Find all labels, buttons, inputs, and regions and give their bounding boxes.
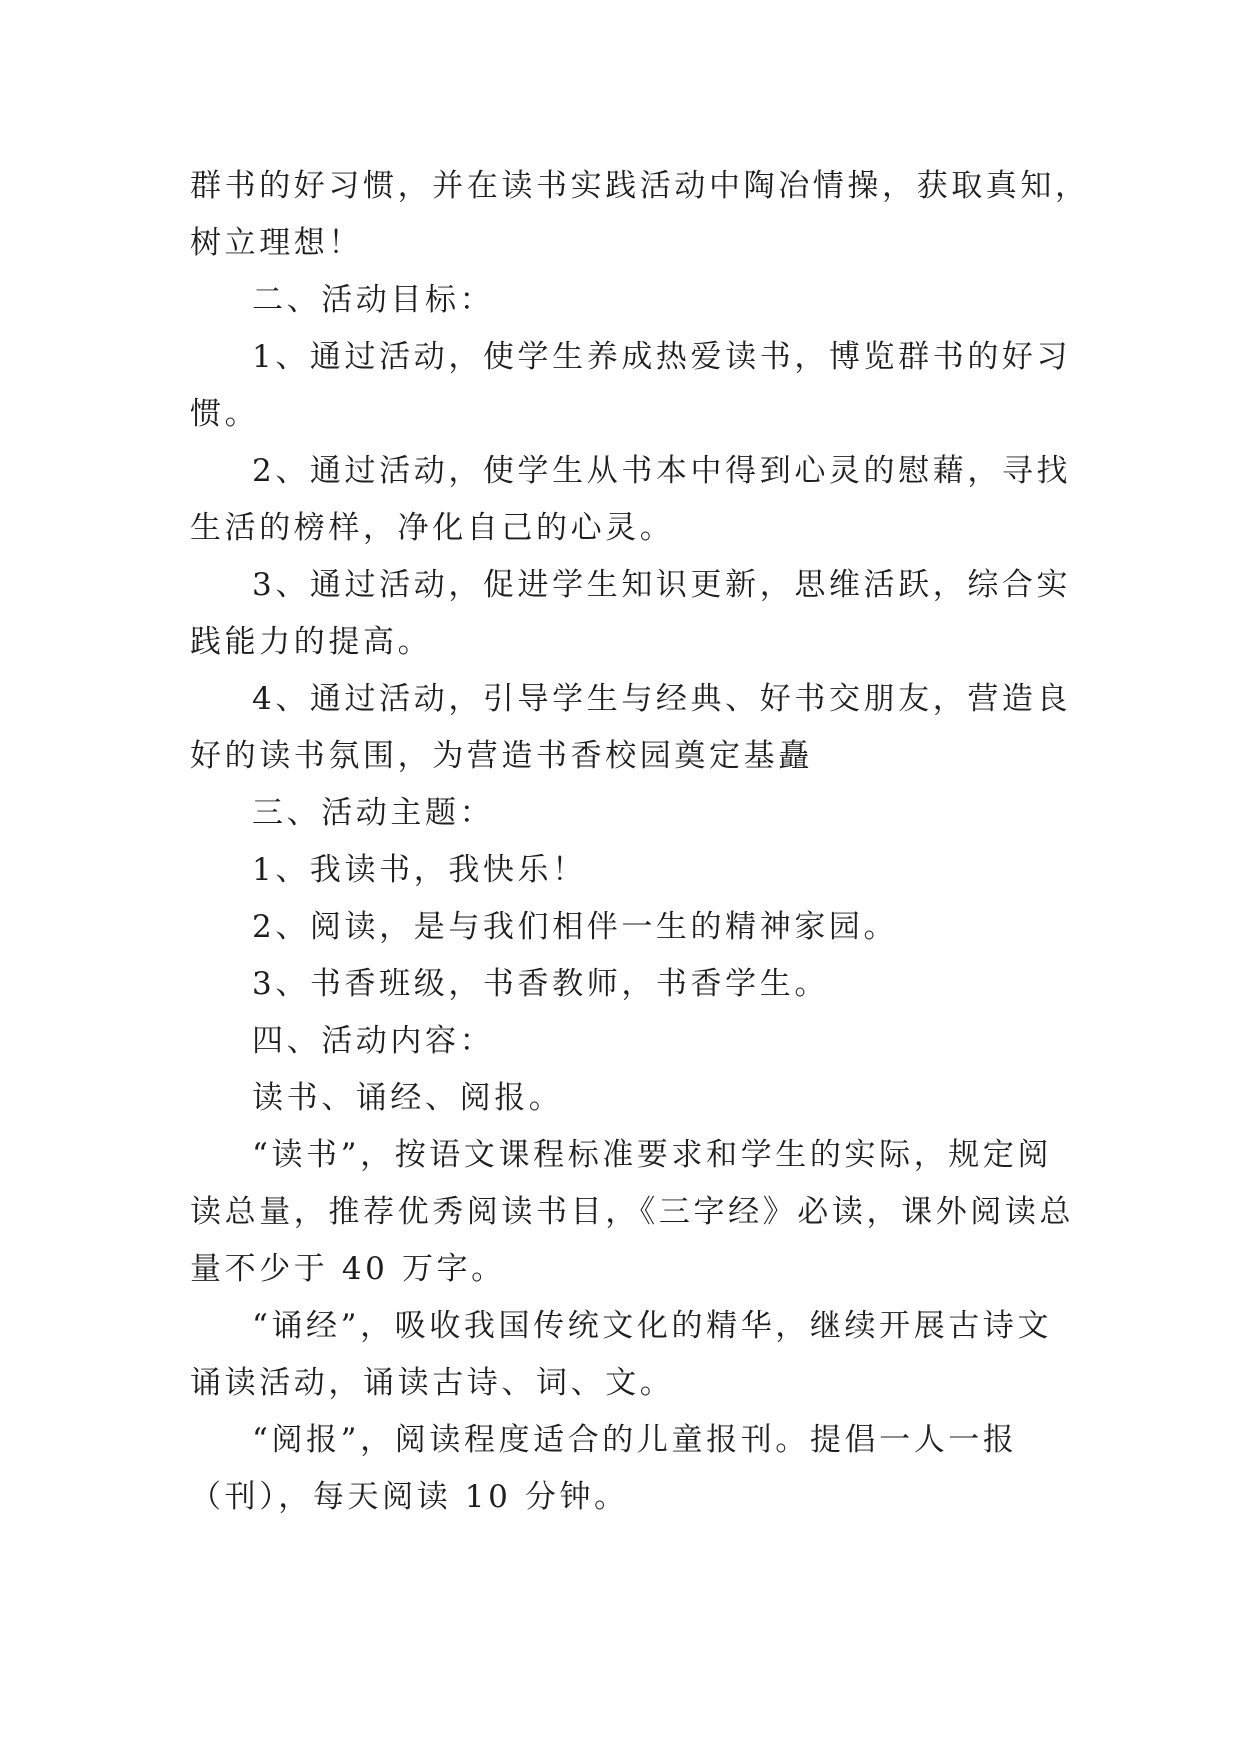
paragraph-line: 1、通过活动，使学生养成热爱读书，博览群书的好习 [252, 339, 1072, 375]
paragraph-line: 好的读书氛围，为营造书香校园奠定基矗 [190, 738, 813, 774]
paragraph-line: 践能力的提高。 [190, 624, 433, 660]
paragraph-line: “阅报”，阅读程度适合的儿童报刊。提倡一人一报 [252, 1422, 1018, 1458]
paragraph-line: 群书的好习惯，并在读书实践活动中陶冶情操，获取真知， [190, 168, 1090, 204]
paragraph-line: 诵读活动，诵读古诗、词、文。 [190, 1365, 675, 1401]
paragraph-line: 惯。 [190, 396, 260, 432]
paragraph-line: 4、通过活动，引导学生与经典、好书交朋友，营造良 [252, 681, 1072, 717]
paragraph-line: 3、书香班级，书香教师，书香学生。 [252, 966, 829, 1002]
paragraph-line: 2、通过活动，使学生从书本中得到心灵的慰藉，寻找 [252, 453, 1072, 489]
paragraph-line: “读书”，按语文课程标准要求和学生的实际，规定阅 [252, 1137, 1053, 1173]
section-heading: 四、活动内容： [252, 1023, 495, 1059]
section-heading: 二、活动目标： [252, 282, 495, 318]
paragraph-line: （刊），每天阅读 10 分钟。 [190, 1479, 629, 1515]
paragraph-line: 读书、诵经、阅报。 [252, 1080, 564, 1116]
paragraph-line: 读总量，推荐优秀阅读书目，《三字经》必读，课外阅读总 [190, 1194, 1075, 1230]
paragraph-line: 树立理想！ [190, 225, 363, 261]
paragraph-line: 3、通过活动，促进学生知识更新，思维活跃，综合实 [252, 567, 1072, 603]
paragraph-line: 1、我读书，我快乐！ [252, 852, 587, 888]
paragraph-line: 2、阅读，是与我们相伴一生的精神家园。 [252, 909, 899, 945]
document-body [190, 158, 1090, 1526]
section-heading: 三、活动主题： [252, 795, 495, 831]
paragraph-line: 量不少于 40 万字。 [190, 1251, 506, 1287]
paragraph-line: “诵经”，吸收我国传统文化的精华，继续开展古诗文 [252, 1308, 1053, 1344]
paragraph-line: 生活的榜样，净化自己的心灵。 [190, 510, 675, 546]
